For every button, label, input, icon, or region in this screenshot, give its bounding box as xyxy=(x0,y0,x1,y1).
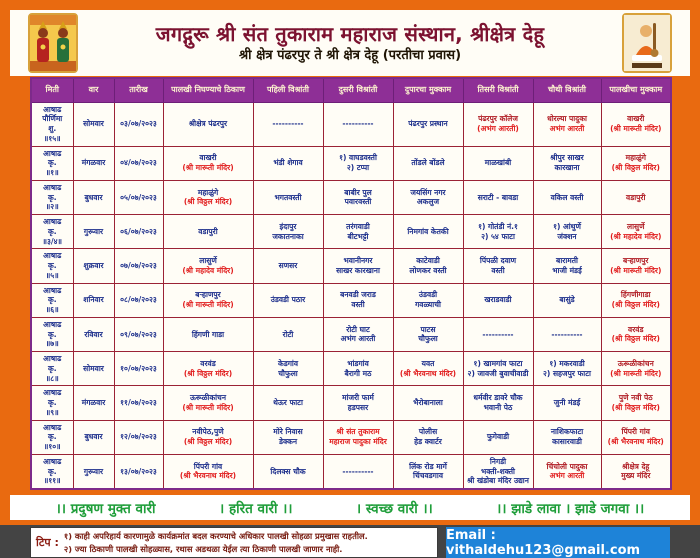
poster-header xyxy=(10,10,690,76)
weekday-cell: रविवार xyxy=(73,317,114,351)
fourth-rest-cell: वकिल वस्ती xyxy=(533,180,601,214)
third-rest-cell: फुगेवाडी xyxy=(463,420,533,454)
fourth-rest-cell: श्रीपुर साखर कारखाना xyxy=(533,146,601,180)
schedule-row xyxy=(31,317,671,351)
miti-cell: आषाढ कृ. ॥३/४॥ xyxy=(31,215,73,249)
fourth-rest-cell: जुनी मंडई xyxy=(533,386,601,420)
night-halt-cell: ऊरूळीकांचन (श्री मारूती मंदिर) xyxy=(601,352,671,386)
fourth-rest-cell: नाशिकफाटा कासारवाडी xyxy=(533,420,601,454)
weekday-cell: गुरूवार xyxy=(73,215,114,249)
date-cell: ०७/०७/२०२३ xyxy=(114,249,163,283)
second-rest-cell: ---------- xyxy=(323,102,393,146)
schedule-row xyxy=(31,283,671,317)
weekday-cell: बुधवार xyxy=(73,420,114,454)
column-header: दुपारचा मुक्काम xyxy=(393,78,463,102)
departure-place-cell: वडापुरी xyxy=(163,215,253,249)
noon-halt-cell: तोंडले बोंडले xyxy=(393,146,463,180)
departure-place-cell: लासुर्णे (श्री महादेव मंदिर) xyxy=(163,249,253,283)
departure-place-cell: श्रीक्षेत्र पंढरपुर xyxy=(163,102,253,146)
column-header: पालखी निघण्याचे ठिकाण xyxy=(163,78,253,102)
notes-box xyxy=(30,527,438,558)
date-cell: ०४/०७/२०२३ xyxy=(114,146,163,180)
note-1: १) काही अपरिहार्य कारणामुळे कार्यक्रमांत बदल करण्याचे अधिकार पालखी सोहळा प्रमुखास राहतील. xyxy=(63,531,368,542)
first-rest-cell: केडगांव चौफुला xyxy=(253,352,323,386)
schedule-row xyxy=(31,454,671,489)
third-rest-cell: निगडी भक्ती-शक्ती श्री खंडोबा मंदिर उद्यान xyxy=(463,454,533,489)
schedule-header-row xyxy=(31,78,671,102)
slogan-plant-trees: ।। झाडे लावा । झाडे जगवा ।। xyxy=(496,500,645,517)
poster-footer xyxy=(30,527,670,558)
schedule-row xyxy=(31,180,671,214)
departure-place-cell: हिंगणी गाडा xyxy=(163,317,253,351)
column-header: तारीख xyxy=(114,78,163,102)
first-rest-cell: ---------- xyxy=(253,102,323,146)
noon-halt-cell: पोलीस हेड क्वार्टर xyxy=(393,420,463,454)
noon-halt-cell: उंडवडी गवळ्याची xyxy=(393,283,463,317)
date-cell: ११/०७/२०२३ xyxy=(114,386,163,420)
departure-place-cell: वाखरी (श्री मारूती मंदिर) xyxy=(163,146,253,180)
departure-place-cell: वरवंड (श्री विठ्ठल मंदिर) xyxy=(163,352,253,386)
slogan-pollution-free: ।। प्रदुषण मुक्त वारी xyxy=(55,500,156,517)
miti-cell: आषाढ कृ. ॥७॥ xyxy=(31,317,73,351)
weekday-cell: गुरूवार xyxy=(73,454,114,489)
third-rest-cell: ---------- xyxy=(463,317,533,351)
column-header: तिसरी विश्रांती xyxy=(463,78,533,102)
miti-cell: आषाढ कृ. ॥११॥ xyxy=(31,454,73,489)
departure-place-cell: पिंपरी गांव (श्री भैरवनाथ मंदिर) xyxy=(163,454,253,489)
tip-label: टिप : xyxy=(36,536,59,549)
fourth-rest-cell: धोरल्या पादुका अभंग आरती xyxy=(533,102,601,146)
night-halt-cell: लासुर्णे (श्री महादेव मंदिर) xyxy=(601,215,671,249)
weekday-cell: सोमवार xyxy=(73,352,114,386)
header-titles xyxy=(88,23,612,64)
date-cell: १३/०७/२०२३ xyxy=(114,454,163,489)
third-rest-cell: पिंपळी दवाण वस्ती xyxy=(463,249,533,283)
second-rest-cell: रोटी घाट अभंग आरती xyxy=(323,317,393,351)
second-rest-cell: ---------- xyxy=(323,454,393,489)
noon-halt-cell: जयसिंग नगर अकलुज xyxy=(393,180,463,214)
third-rest-cell: १) गोतंडी नं.१ २) ५४ फाटा xyxy=(463,215,533,249)
miti-cell: आषाढ कृ. ॥९॥ xyxy=(31,386,73,420)
schedule-table-wrap xyxy=(30,77,670,490)
date-cell: १२/०७/२०२३ xyxy=(114,420,163,454)
miti-cell: आषाढ कृ. ॥१०॥ xyxy=(31,420,73,454)
night-halt-cell: बऱ्हाणपुर (श्री मारूती मंदिर) xyxy=(601,249,671,283)
slogan-green-wari: । हरित वारी ।। xyxy=(219,500,293,517)
poster-title: जगद्गुरू श्री संत तुकाराम महाराज संस्थान, श्रीक्षेत्र देहू xyxy=(155,21,545,46)
date-cell: ०९/०७/२०२३ xyxy=(114,317,163,351)
first-rest-cell: सणसर xyxy=(253,249,323,283)
third-rest-cell: १) खामगांव फाटा २) जावजी बुवाचीवाडी xyxy=(463,352,533,386)
slogan-banner xyxy=(10,495,690,520)
vitthal-rakhumai-icon xyxy=(30,15,76,71)
fourth-rest-cell: चिंचोली पादुका अभंग आरती xyxy=(533,454,601,489)
second-rest-cell: श्री संत तुकाराम महाराज पादुका मंदिर xyxy=(323,420,393,454)
night-halt-cell: वडापुरी xyxy=(601,180,671,214)
miti-cell: आषाढ कृ. ॥८॥ xyxy=(31,352,73,386)
weekday-cell: मंगळवार xyxy=(73,386,114,420)
night-halt-cell: हिंगणीगाडा (श्री विठ्ठल मंदिर) xyxy=(601,283,671,317)
first-rest-cell: उंडवडी पठार xyxy=(253,283,323,317)
first-rest-cell: भंडी शेगाव xyxy=(253,146,323,180)
third-rest-cell: सराटी - बावडा xyxy=(463,180,533,214)
slogan-clean-wari: । स्वच्छ वारी ।। xyxy=(356,500,433,517)
night-halt-cell: श्रीक्षेत्र देहू मुख्य मंदिर xyxy=(601,454,671,489)
date-cell: ०८/०७/२०२३ xyxy=(114,283,163,317)
fourth-rest-cell: १) मकरवाडी २) सहजपुर फाटा xyxy=(533,352,601,386)
second-rest-cell: मांजरी फार्म हडपसर xyxy=(323,386,393,420)
schedule-row xyxy=(31,420,671,454)
schedule-body xyxy=(31,102,671,489)
second-rest-cell: १) वाघडवस्ती २) टप्पा xyxy=(323,146,393,180)
fourth-rest-cell: बारामती भाजी मंडई xyxy=(533,249,601,283)
email-box xyxy=(446,527,670,558)
palkhi-schedule-table xyxy=(30,77,672,490)
noon-halt-cell: पंढरपुर प्रस्थान xyxy=(393,102,463,146)
schedule-row xyxy=(31,146,671,180)
sant-tukaram-image xyxy=(622,13,672,73)
miti-cell: आषाढ कृ. ॥१॥ xyxy=(31,146,73,180)
first-rest-cell: मोरे निवास डेक्कन xyxy=(253,420,323,454)
second-rest-cell: तरंगवाडी बीटभट्टी xyxy=(323,215,393,249)
schedule-row xyxy=(31,352,671,386)
noon-halt-cell: काटेवाडी लोणकर वस्ती xyxy=(393,249,463,283)
weekday-cell: सोमवार xyxy=(73,102,114,146)
miti-cell: आषाढ कृ. ॥६॥ xyxy=(31,283,73,317)
first-rest-cell: थेऊर फाटा xyxy=(253,386,323,420)
departure-place-cell: ऊरूळीकांचन (श्री मारूती मंदिर) xyxy=(163,386,253,420)
first-rest-cell: दिलक्स चौक xyxy=(253,454,323,489)
departure-place-cell: नवीपेठ,पुणे (श्री विठ्ठल मंदिर) xyxy=(163,420,253,454)
column-header: पालखीचा मुक्काम xyxy=(601,78,671,102)
third-rest-cell: खराडवाडी xyxy=(463,283,533,317)
vitthal-rakhumai-image xyxy=(28,13,78,73)
weekday-cell: बुधवार xyxy=(73,180,114,214)
schedule-row xyxy=(31,386,671,420)
night-halt-cell: महाळुंगे (श्री विठ्ठल मंदिर) xyxy=(601,146,671,180)
date-cell: ०६/०७/२०२३ xyxy=(114,215,163,249)
first-rest-cell: भगतवस्ती xyxy=(253,180,323,214)
column-header: वार xyxy=(73,78,114,102)
first-rest-cell: इंदापुर जकातनाका xyxy=(253,215,323,249)
night-halt-cell: वरवंड (श्री विठ्ठल मंदिर) xyxy=(601,317,671,351)
note-2: २) ज्या ठिकाणी पालखी सोहळ्यास, रथास अडथळा येईल त्या ठिकाणी पालखी जाणार नाही. xyxy=(63,543,343,554)
noon-halt-cell: यवत (श्री भैरवनाथ मंदिर) xyxy=(393,352,463,386)
contact-email: Email : vithaldehu123@gmail.com xyxy=(446,527,641,558)
noon-halt-cell: लिंक रोड मार्गे चिंचवडगाव xyxy=(393,454,463,489)
second-rest-cell: भांडगांव बैरागी मठ xyxy=(323,352,393,386)
fourth-rest-cell: १) आंथुर्णे जंक्शन xyxy=(533,215,601,249)
departure-place-cell: महाळुंगे (श्री विठ्ठल मंदिर) xyxy=(163,180,253,214)
weekday-cell: मंगळवार xyxy=(73,146,114,180)
second-rest-cell: बाबीर पुल पवारवस्ती xyxy=(323,180,393,214)
notes-list xyxy=(64,530,368,554)
fourth-rest-cell: ---------- xyxy=(533,317,601,351)
night-halt-cell: वाखरी (श्री मारूती मंदिर) xyxy=(601,102,671,146)
second-rest-cell: बनवडी जराड वस्ती xyxy=(323,283,393,317)
column-header: मिती xyxy=(31,78,73,102)
night-halt-cell: पुणे नवी पेठ (श्री विठ्ठल मंदिर) xyxy=(601,386,671,420)
sant-tukaram-icon xyxy=(624,15,670,71)
fourth-rest-cell: बासुंडे xyxy=(533,283,601,317)
noon-halt-cell: निमगांव केतकी xyxy=(393,215,463,249)
date-cell: ०३/०७/२०२३ xyxy=(114,102,163,146)
poster-subtitle: श्री क्षेत्र पंढरपुर ते श्री क्षेत्र देहू (परतीचा प्रवास) xyxy=(238,47,462,63)
miti-cell: आषाढ कृ. ॥५॥ xyxy=(31,249,73,283)
noon-halt-cell: भैरोबानाला xyxy=(393,386,463,420)
noon-halt-cell: पाटस चौफुला xyxy=(393,317,463,351)
date-cell: ०५/०७/२०२३ xyxy=(114,180,163,214)
weekday-cell: शनिवार xyxy=(73,283,114,317)
third-rest-cell: पंढरपुर कॉलेज (अभंग आरती) xyxy=(463,102,533,146)
column-header: पहिली विश्रांती xyxy=(253,78,323,102)
miti-cell: आषाढ पौर्णिमा शु. ॥१५॥ xyxy=(31,102,73,146)
third-rest-cell: धर्मवीर डावरे चौक भवानी पेठ xyxy=(463,386,533,420)
column-header: दुसरी विश्रांती xyxy=(323,78,393,102)
date-cell: १०/०७/२०२३ xyxy=(114,352,163,386)
second-rest-cell: भवानीनगर साखर कारखाना xyxy=(323,249,393,283)
schedule-row xyxy=(31,249,671,283)
departure-place-cell: बऱ्हाणपुर (श्री मारूती मंदिर) xyxy=(163,283,253,317)
weekday-cell: शुक्रवार xyxy=(73,249,114,283)
column-header: चौथी विश्रांती xyxy=(533,78,601,102)
schedule-row xyxy=(31,215,671,249)
miti-cell: आषाढ कृ. ॥२॥ xyxy=(31,180,73,214)
night-halt-cell: पिंपरी गांव (श्री भैरवनाथ मंदिर) xyxy=(601,420,671,454)
schedule-row xyxy=(31,102,671,146)
third-rest-cell: माळखांबी xyxy=(463,146,533,180)
first-rest-cell: रोटी xyxy=(253,317,323,351)
